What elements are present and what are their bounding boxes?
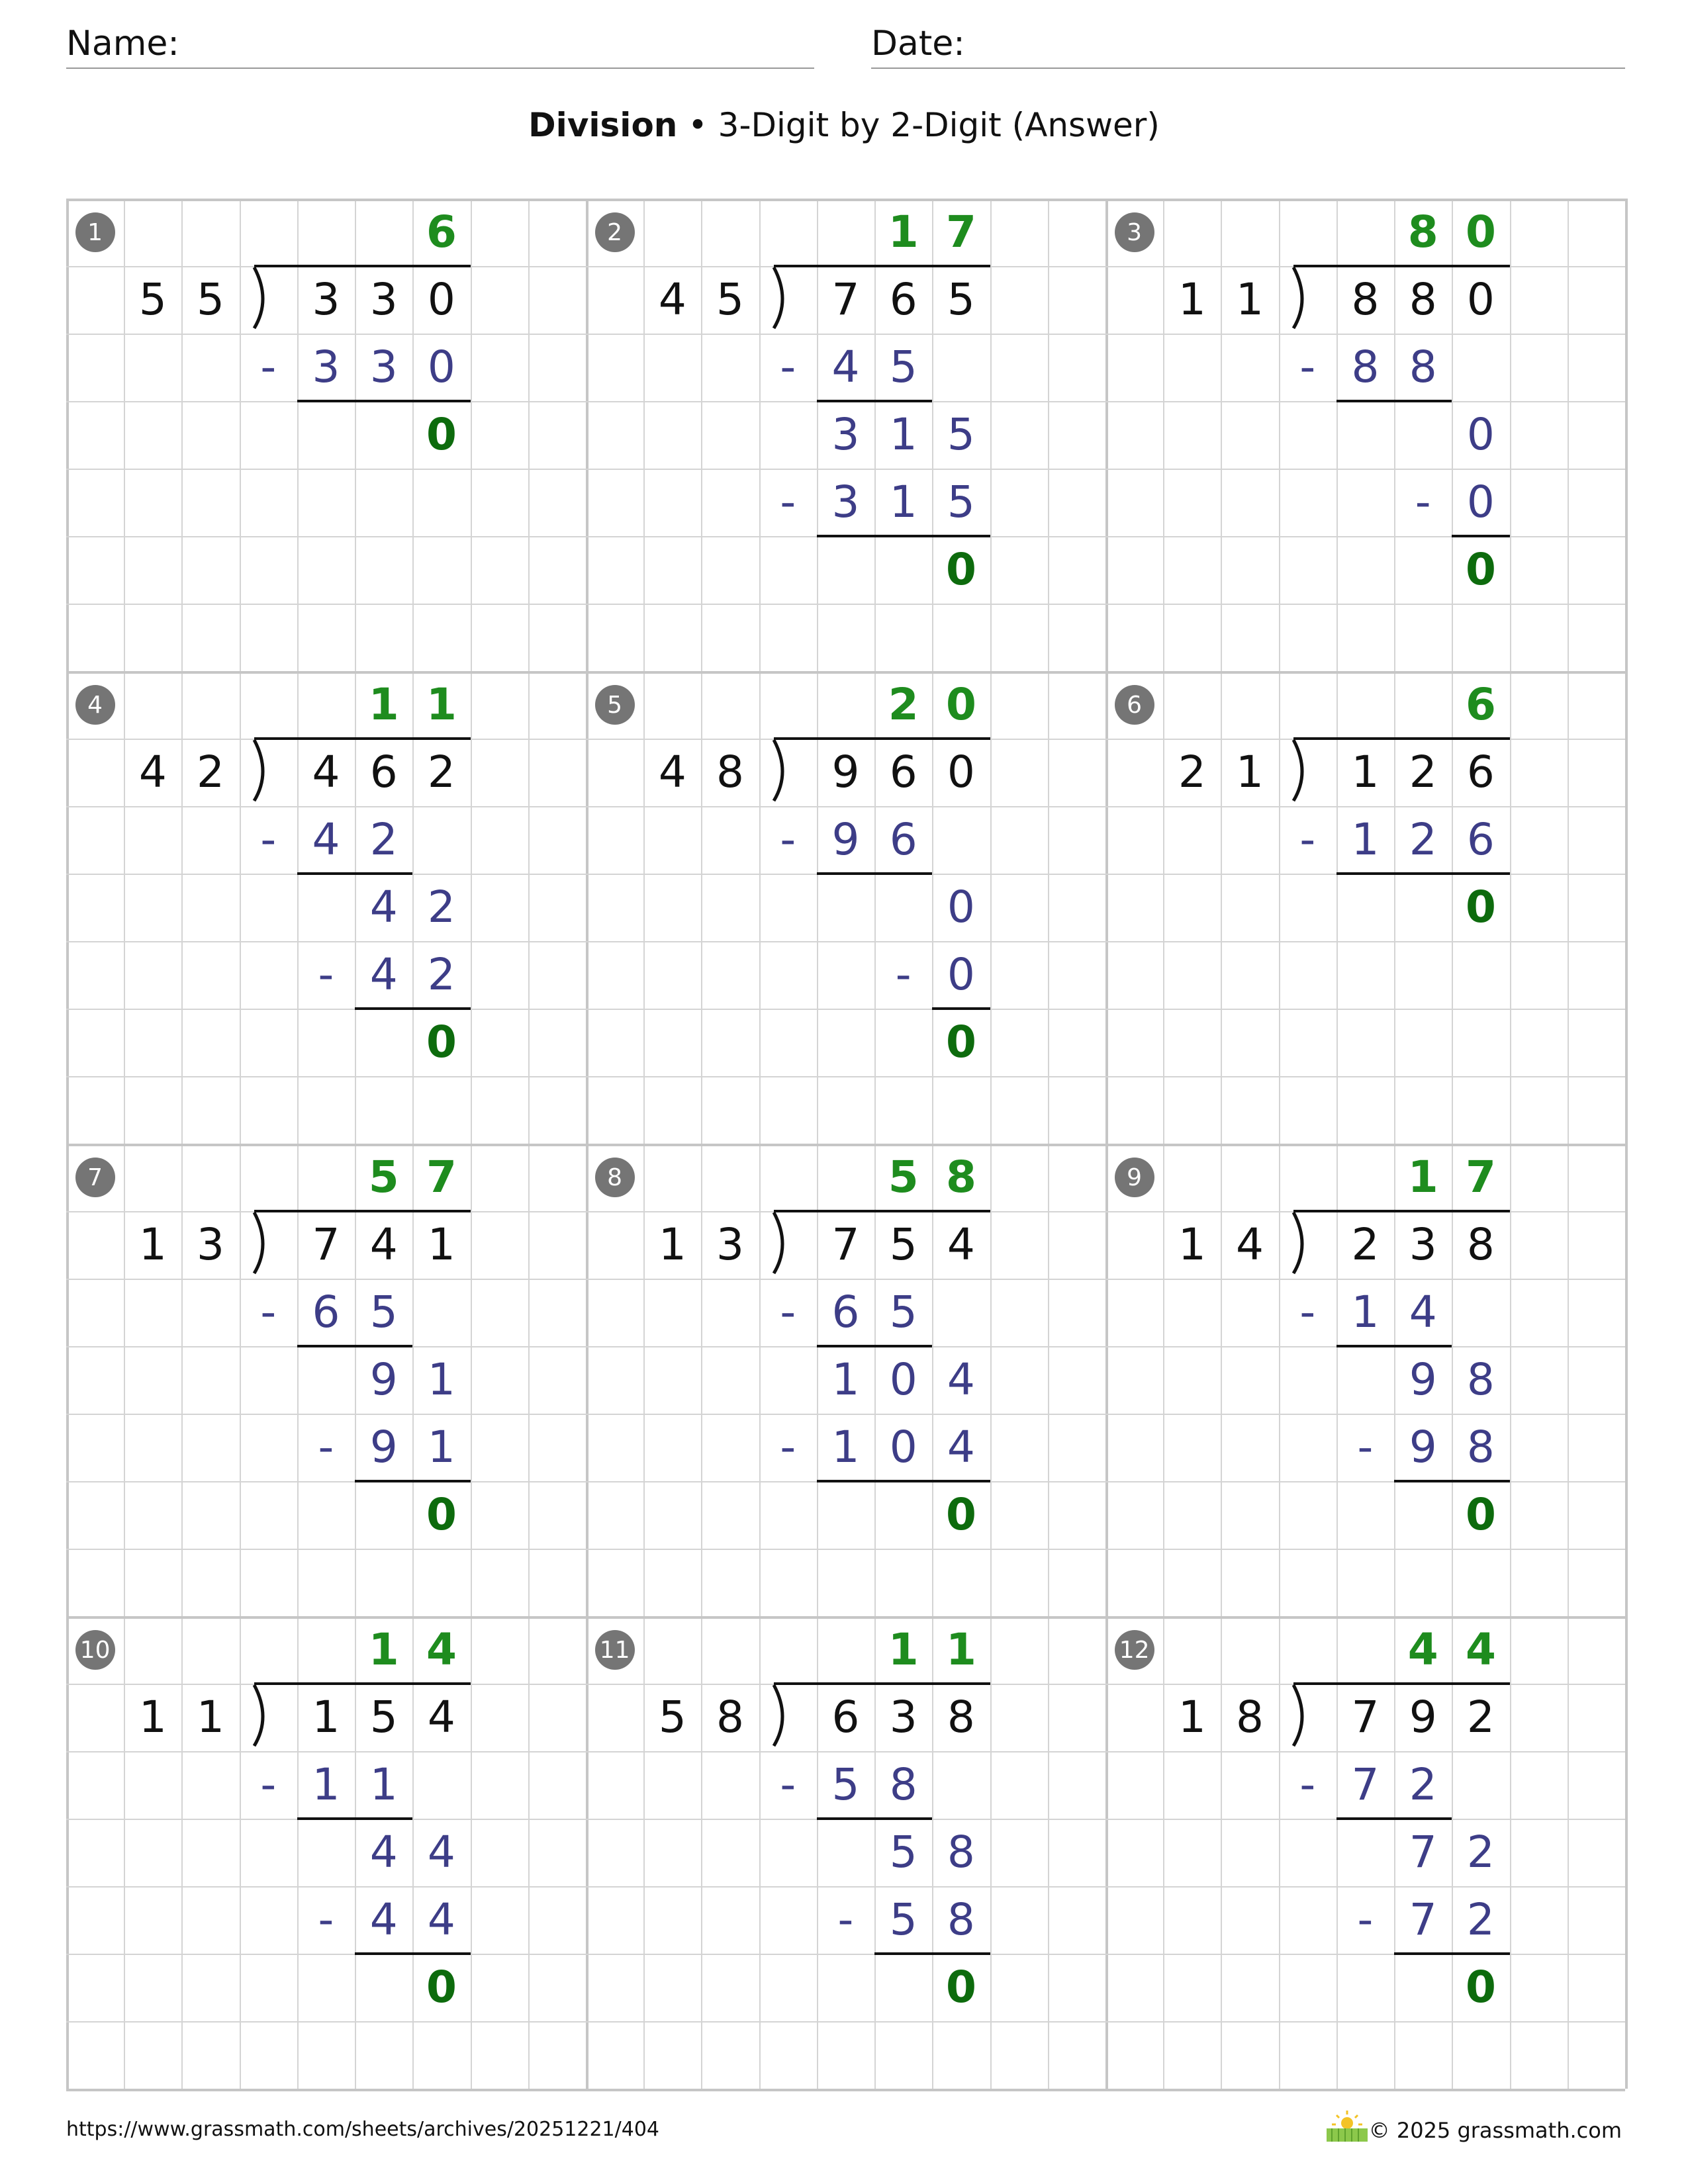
page-title xyxy=(0,106,1688,144)
divisor-digit: 2 xyxy=(197,747,225,797)
partial-digit: 8 xyxy=(947,1827,975,1878)
quotient-digit: 7 xyxy=(426,1152,457,1203)
problem-number-badge: 7 xyxy=(75,1158,115,1197)
divisor-digit: 1 xyxy=(658,1219,686,1270)
dividend-digit: 8 xyxy=(1351,274,1380,325)
quotient-digit: 7 xyxy=(945,206,976,257)
dividend-digit: 2 xyxy=(1351,1219,1380,1270)
subtrahend-digit: 6 xyxy=(1466,814,1495,865)
division-bracket xyxy=(769,266,795,334)
remainder-digit: 0 xyxy=(945,544,976,595)
minus-sign: - xyxy=(260,814,277,865)
quotient-digit: 1 xyxy=(368,679,399,730)
divisor-digit: 4 xyxy=(138,747,167,797)
division-problem xyxy=(66,199,586,671)
quotient-digit: 8 xyxy=(945,1152,976,1203)
minus-sign: - xyxy=(780,814,796,865)
dividend-digit: 6 xyxy=(889,274,917,325)
quotient-digit: 0 xyxy=(1465,206,1496,257)
quotient-digit: 1 xyxy=(368,1624,399,1675)
divisor-digit: 5 xyxy=(716,274,745,325)
dividend-digit: 2 xyxy=(427,747,455,797)
subtrahend-digit: 3 xyxy=(369,341,398,392)
division-bracket xyxy=(249,1684,275,1751)
divisor-digit: 3 xyxy=(197,1219,225,1270)
subtrahend-digit: 6 xyxy=(312,1287,340,1338)
remainder-digit: 0 xyxy=(1465,882,1496,933)
partial-digit: 8 xyxy=(1466,1354,1495,1405)
remainder-digit: 0 xyxy=(426,1489,457,1540)
subtrahend-digit: 2 xyxy=(1409,814,1437,865)
subtrahend-digit: 5 xyxy=(889,1287,917,1338)
subtrahend-digit: 6 xyxy=(889,814,917,865)
remainder-digit: 0 xyxy=(426,1962,457,2013)
divisor-digit: 8 xyxy=(716,747,745,797)
dividend-digit: 3 xyxy=(889,1692,917,1743)
partial-digit: 0 xyxy=(947,882,975,933)
name-line xyxy=(66,68,814,69)
subtrahend-digit: 2 xyxy=(1466,1894,1495,1945)
subtrahend-digit: 6 xyxy=(831,1287,860,1338)
minus-sign: - xyxy=(260,1287,277,1338)
dividend-digit: 5 xyxy=(369,1692,398,1743)
minus-sign: - xyxy=(1299,1759,1316,1810)
subtrahend-digit: 4 xyxy=(369,1894,398,1945)
title-bold: Division xyxy=(528,106,678,144)
subtrahend-digit: 1 xyxy=(1351,814,1380,865)
problem-number-badge: 12 xyxy=(1115,1630,1154,1670)
remainder-digit: 0 xyxy=(945,1962,976,2013)
remainder-digit: 0 xyxy=(426,409,457,460)
divisor-digit: 1 xyxy=(1178,1692,1206,1743)
dividend-digit: 2 xyxy=(1466,1692,1495,1743)
partial-digit: 0 xyxy=(1466,409,1495,460)
subtrahend-digit: 3 xyxy=(831,477,860,527)
dividend-digit: 3 xyxy=(369,274,398,325)
subtrahend-digit: 0 xyxy=(889,1422,917,1473)
quotient-digit: 5 xyxy=(888,1152,919,1203)
subtrahend-digit: 4 xyxy=(312,814,340,865)
minus-sign: - xyxy=(1415,477,1431,527)
problem-number-badge: 11 xyxy=(595,1630,635,1670)
dividend-digit: 6 xyxy=(369,747,398,797)
divisor-digit: 4 xyxy=(658,274,686,325)
dividend-digit: 4 xyxy=(947,1219,975,1270)
minus-sign: - xyxy=(1357,1422,1374,1473)
dividend-digit: 2 xyxy=(1409,747,1437,797)
divisor-digit: 1 xyxy=(138,1219,167,1270)
division-problem xyxy=(1105,199,1625,671)
dividend-digit: 5 xyxy=(889,1219,917,1270)
subtrahend-digit: 0 xyxy=(427,341,455,392)
divisor-digit: 1 xyxy=(197,1692,225,1743)
minus-sign: - xyxy=(318,949,334,1000)
partial-digit: 0 xyxy=(889,1354,917,1405)
subtrahend-digit: 8 xyxy=(889,1759,917,1810)
grid-horizontal-line xyxy=(66,2089,1625,2091)
title-subtitle: • 3-Digit by 2-Digit (Answer) xyxy=(677,106,1160,144)
dividend-digit: 9 xyxy=(831,747,860,797)
subtrahend-digit: 1 xyxy=(889,477,917,527)
partial-digit: 5 xyxy=(947,409,975,460)
quotient-digit: 5 xyxy=(368,1152,399,1203)
quotient-digit: 6 xyxy=(426,206,457,257)
problem-number-badge: 3 xyxy=(1115,212,1154,252)
subtrahend-digit: 4 xyxy=(831,341,860,392)
division-problem xyxy=(1105,1144,1625,1616)
division-bracket xyxy=(1288,1684,1315,1751)
grid-vertical-line xyxy=(1625,199,1628,2089)
division-bracket xyxy=(1288,739,1315,806)
division-problem xyxy=(66,671,586,1144)
problem-number-badge: 9 xyxy=(1115,1158,1154,1197)
minus-sign: - xyxy=(837,1894,854,1945)
subtrahend-digit: 8 xyxy=(1409,341,1437,392)
subtrahend-digit: 8 xyxy=(1466,1422,1495,1473)
subtrahend-digit: 2 xyxy=(427,949,455,1000)
partial-digit: 5 xyxy=(889,1827,917,1878)
problem-number-badge: 6 xyxy=(1115,685,1154,725)
divisor-digit: 1 xyxy=(138,1692,167,1743)
subtrahend-digit: 7 xyxy=(1351,1759,1380,1810)
quotient-digit: 2 xyxy=(888,679,919,730)
dividend-digit: 7 xyxy=(1351,1692,1380,1743)
division-bracket xyxy=(249,266,275,334)
division-problem xyxy=(66,1144,586,1616)
subtrahend-digit: 4 xyxy=(427,1894,455,1945)
partial-digit: 4 xyxy=(427,1827,455,1878)
division-bracket xyxy=(1288,1211,1315,1279)
dividend-digit: 7 xyxy=(312,1219,340,1270)
minus-sign: - xyxy=(780,341,796,392)
quotient-digit: 6 xyxy=(1465,679,1496,730)
divisor-digit: 8 xyxy=(1236,1692,1264,1743)
dividend-digit: 6 xyxy=(831,1692,860,1743)
worksheet-grid xyxy=(66,199,1625,2089)
minus-sign: - xyxy=(780,1287,796,1338)
dividend-digit: 3 xyxy=(1409,1219,1437,1270)
subtraction-line xyxy=(817,872,932,875)
date-label: Date: xyxy=(871,24,965,64)
subtrahend-digit: 5 xyxy=(369,1287,398,1338)
subtrahend-digit: 4 xyxy=(369,949,398,1000)
dividend-digit: 4 xyxy=(312,747,340,797)
subtrahend-digit: 0 xyxy=(947,949,975,1000)
remainder-digit: 0 xyxy=(1465,1489,1496,1540)
minus-sign: - xyxy=(780,1759,796,1810)
division-bracket xyxy=(1288,266,1315,334)
problem-number-badge: 2 xyxy=(595,212,635,252)
subtrahend-digit: 9 xyxy=(831,814,860,865)
quotient-digit: 4 xyxy=(1407,1624,1438,1675)
quotient-digit: 4 xyxy=(1465,1624,1496,1675)
dividend-digit: 6 xyxy=(889,747,917,797)
divisor-digit: 1 xyxy=(1178,1219,1206,1270)
quotient-digit: 4 xyxy=(426,1624,457,1675)
division-problem xyxy=(66,1616,586,2089)
problem-number-badge: 1 xyxy=(75,212,115,252)
name-label: Name: xyxy=(66,24,179,64)
minus-sign: - xyxy=(895,949,912,1000)
subtrahend-digit: 9 xyxy=(369,1422,398,1473)
divisor-digit: 1 xyxy=(1236,747,1264,797)
partial-digit: 2 xyxy=(427,882,455,933)
dividend-digit: 0 xyxy=(1466,274,1495,325)
remainder-digit: 0 xyxy=(945,1017,976,1068)
minus-sign: - xyxy=(260,1759,277,1810)
divisor-digit: 4 xyxy=(658,747,686,797)
dividend-digit: 0 xyxy=(427,274,455,325)
subtrahend-digit: 5 xyxy=(889,341,917,392)
quotient-digit: 1 xyxy=(945,1624,976,1675)
dividend-digit: 1 xyxy=(427,1219,455,1270)
dividend-digit: 5 xyxy=(947,274,975,325)
minus-sign: - xyxy=(260,341,277,392)
subtrahend-digit: 2 xyxy=(369,814,398,865)
dividend-digit: 7 xyxy=(831,1219,860,1270)
subtrahend-digit: 3 xyxy=(312,341,340,392)
quotient-digit: 0 xyxy=(945,679,976,730)
subtrahend-digit: 7 xyxy=(1409,1894,1437,1945)
subtrahend-digit: 8 xyxy=(947,1894,975,1945)
subtrahend-digit: 1 xyxy=(427,1422,455,1473)
remainder-digit: 0 xyxy=(945,1489,976,1540)
minus-sign: - xyxy=(1357,1894,1374,1945)
divisor-digit: 8 xyxy=(716,1692,745,1743)
partial-digit: 1 xyxy=(889,409,917,460)
subtrahend-digit: 4 xyxy=(1409,1287,1437,1338)
quotient-digit: 1 xyxy=(1407,1152,1438,1203)
quotient-digit: 1 xyxy=(426,679,457,730)
subtrahend-digit: 4 xyxy=(947,1422,975,1473)
partial-digit: 9 xyxy=(369,1354,398,1405)
division-bracket xyxy=(249,739,275,806)
divisor-digit: 1 xyxy=(1236,274,1264,325)
dividend-digit: 7 xyxy=(831,274,860,325)
partial-digit: 4 xyxy=(369,1827,398,1878)
quotient-digit: 1 xyxy=(888,206,919,257)
footer-copyright: © 2025 grassmath.com xyxy=(1368,2118,1622,2143)
division-bracket xyxy=(769,739,795,806)
dividend-digit: 9 xyxy=(1409,1692,1437,1743)
quotient-digit: 7 xyxy=(1465,1152,1496,1203)
division-problem xyxy=(586,199,1105,671)
dividend-digit: 1 xyxy=(312,1692,340,1743)
dividend-digit: 0 xyxy=(947,747,975,797)
divisor-digit: 5 xyxy=(138,274,167,325)
subtrahend-digit: 5 xyxy=(831,1759,860,1810)
partial-digit: 7 xyxy=(1409,1827,1437,1878)
dividend-digit: 4 xyxy=(427,1692,455,1743)
minus-sign: - xyxy=(318,1894,334,1945)
minus-sign: - xyxy=(780,1422,796,1473)
subtrahend-digit: 1 xyxy=(1351,1287,1380,1338)
division-problem xyxy=(1105,1616,1625,2089)
subtrahend-digit: 9 xyxy=(1409,1422,1437,1473)
subtrahend-digit: 0 xyxy=(1466,477,1495,527)
footer-url[interactable]: https://www.grassmath.com/sheets/archives/20251221/404 xyxy=(66,2118,660,2141)
subtrahend-digit: 1 xyxy=(312,1759,340,1810)
division-problem xyxy=(586,671,1105,1144)
division-bracket xyxy=(769,1684,795,1751)
division-problem xyxy=(586,1144,1105,1616)
partial-digit: 1 xyxy=(831,1354,860,1405)
problem-number-badge: 10 xyxy=(75,1630,115,1670)
dividend-digit: 3 xyxy=(312,274,340,325)
divisor-digit: 1 xyxy=(1178,274,1206,325)
partial-digit: 4 xyxy=(947,1354,975,1405)
problem-number-badge: 8 xyxy=(595,1158,635,1197)
partial-digit: 1 xyxy=(427,1354,455,1405)
divisor-digit: 2 xyxy=(1178,747,1206,797)
minus-sign: - xyxy=(1299,341,1316,392)
partial-digit: 3 xyxy=(831,409,860,460)
quotient-digit: 8 xyxy=(1407,206,1438,257)
dividend-digit: 4 xyxy=(369,1219,398,1270)
problem-number-badge: 4 xyxy=(75,685,115,725)
divisor-digit: 5 xyxy=(197,274,225,325)
dividend-digit: 8 xyxy=(947,1692,975,1743)
division-bracket xyxy=(769,1211,795,1279)
subtrahend-digit: 5 xyxy=(947,477,975,527)
divisor-digit: 5 xyxy=(658,1692,686,1743)
partial-digit: 4 xyxy=(369,882,398,933)
minus-sign: - xyxy=(1299,814,1316,865)
dividend-digit: 1 xyxy=(1351,747,1380,797)
sun-over-grass-icon xyxy=(1324,2109,1370,2143)
remainder-digit: 0 xyxy=(1465,1962,1496,2013)
quotient-digit: 1 xyxy=(888,1624,919,1675)
date-line xyxy=(871,68,1625,69)
divisor-digit: 4 xyxy=(1236,1219,1264,1270)
dividend-digit: 8 xyxy=(1409,274,1437,325)
dividend-digit: 8 xyxy=(1466,1219,1495,1270)
division-bracket xyxy=(249,1211,275,1279)
subtrahend-digit: 2 xyxy=(1409,1759,1437,1810)
minus-sign: - xyxy=(318,1422,334,1473)
remainder-digit: 0 xyxy=(426,1017,457,1068)
division-problem xyxy=(586,1616,1105,2089)
dividend-digit: 6 xyxy=(1466,747,1495,797)
divisor-digit: 3 xyxy=(716,1219,745,1270)
remainder-digit: 0 xyxy=(1465,544,1496,595)
subtrahend-digit: 8 xyxy=(1351,341,1380,392)
minus-sign: - xyxy=(780,477,796,527)
minus-sign: - xyxy=(1299,1287,1316,1338)
problem-number-badge: 5 xyxy=(595,685,635,725)
subtrahend-digit: 1 xyxy=(369,1759,398,1810)
subtraction-line xyxy=(1336,400,1452,402)
division-problem xyxy=(1105,671,1625,1144)
subtrahend-digit: 1 xyxy=(831,1422,860,1473)
partial-digit: 9 xyxy=(1409,1354,1437,1405)
subtrahend-digit: 5 xyxy=(889,1894,917,1945)
partial-digit: 2 xyxy=(1466,1827,1495,1878)
